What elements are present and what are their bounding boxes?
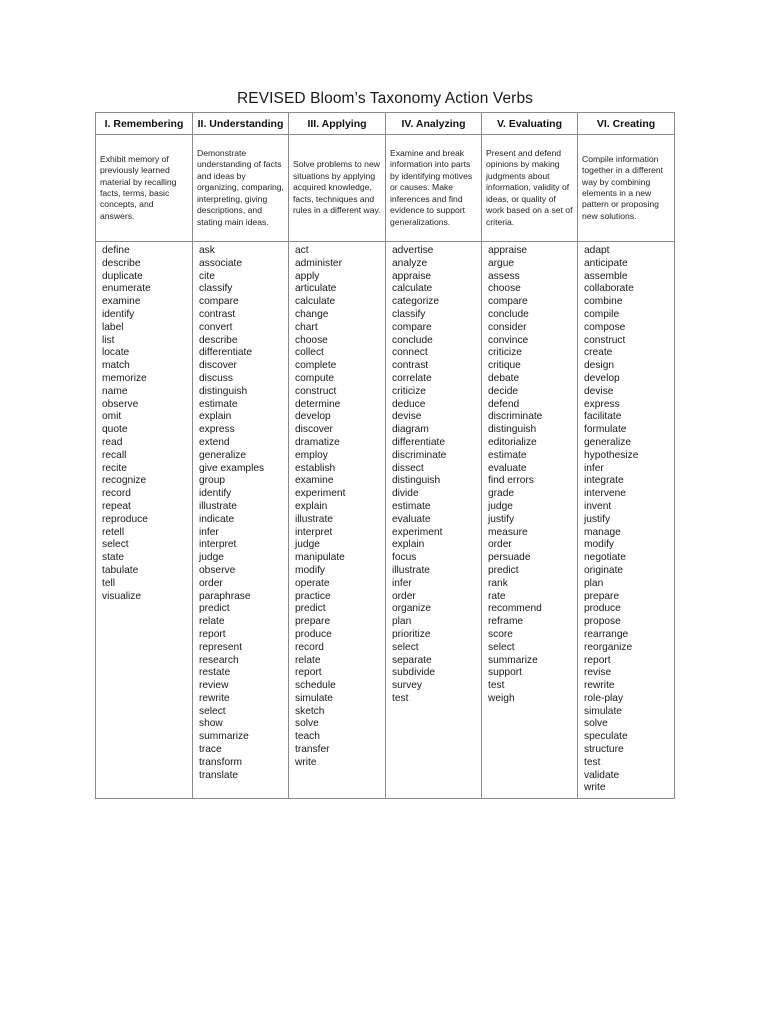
- verb-item: intervene: [584, 488, 626, 500]
- verb-item: relate: [295, 654, 321, 666]
- verb-item: indicate: [199, 513, 235, 525]
- verb-item: assemble: [584, 270, 628, 282]
- verb-item: create: [584, 347, 613, 359]
- verb-item: distinguish: [199, 385, 248, 397]
- verb-item: test: [584, 756, 601, 768]
- verb-item: evaluate: [392, 513, 431, 525]
- verb-item: read: [102, 436, 123, 448]
- verb-item: match: [102, 360, 130, 372]
- verb-item: test: [392, 692, 409, 704]
- verb-item: estimate: [392, 500, 431, 512]
- verb-item: tabulate: [102, 564, 139, 576]
- verb-item: weigh: [488, 692, 515, 704]
- verb-item: decide: [488, 385, 519, 397]
- verb-item: originate: [584, 564, 624, 576]
- verb-item: complete: [295, 360, 337, 372]
- verb-item: order: [392, 590, 416, 602]
- description-understanding: Demonstrate understanding of facts and ideas by organizing, comparing, interpreting, giving descriptions, and stating main ideas.: [193, 135, 289, 242]
- verb-item: cite: [199, 270, 215, 282]
- verb-item: modify: [295, 564, 326, 576]
- verb-item: research: [199, 654, 239, 666]
- verb-item: differentiate: [392, 436, 446, 448]
- verb-item: judge: [295, 539, 320, 551]
- verb-item: construct: [584, 334, 626, 346]
- verb-item: trace: [199, 744, 222, 756]
- description-remembering: Exhibit memory of previously learned material by recalling facts, terms, basic concepts, and answers.: [96, 135, 193, 242]
- verb-item: revise: [584, 667, 612, 679]
- verb-item: experiment: [295, 488, 346, 500]
- verb-item: collect: [295, 347, 324, 359]
- description-row: [96, 135, 675, 242]
- verb-item: review: [199, 680, 229, 692]
- verb-item: formulate: [584, 424, 627, 436]
- verb-item: critique: [488, 360, 521, 372]
- verb-item: tell: [102, 577, 116, 589]
- description-evaluating: Present and defend opinions by making judgments about information, validity of ideas, or quality of work based on a set of criteria.: [482, 135, 578, 242]
- verb-item: solve: [295, 718, 319, 730]
- verb-item: correlate: [392, 372, 432, 384]
- verbs-cell-creating: [578, 242, 675, 799]
- verb-item: validate: [584, 769, 620, 781]
- verb-item: represent: [199, 641, 243, 653]
- verb-item: rearrange: [584, 628, 629, 640]
- verb-item: construct: [295, 385, 337, 397]
- header-row: [96, 113, 675, 135]
- verb-list-understanding: [199, 245, 282, 782]
- description-analyzing: Examine and break information into parts by identifying motives or causes. Make inferences and find evidence to support generalizations.: [386, 135, 482, 242]
- verb-item: practice: [295, 590, 331, 602]
- verb-item: establish: [295, 462, 336, 474]
- verb-item: analyze: [392, 257, 428, 269]
- verb-item: role-play: [584, 692, 624, 704]
- verb-item: judge: [488, 500, 513, 512]
- verb-item: translate: [199, 769, 239, 781]
- verbs-cell-analyzing: [386, 242, 482, 799]
- verb-item: grade: [488, 488, 515, 500]
- verb-item: rewrite: [584, 680, 615, 692]
- verb-item: locate: [102, 347, 130, 359]
- verb-item: deduce: [392, 398, 426, 410]
- verb-item: select: [488, 641, 515, 653]
- verb-item: select: [102, 539, 129, 551]
- verb-item: calculate: [295, 296, 336, 308]
- verb-item: criticize: [488, 347, 522, 359]
- column-header-understanding: II. Understanding: [193, 113, 289, 135]
- verb-item: estimate: [199, 398, 238, 410]
- verb-list-evaluating: [488, 245, 571, 706]
- verb-item: choose: [488, 283, 521, 295]
- verb-item: employ: [295, 449, 328, 461]
- verb-item: write: [584, 782, 606, 794]
- verb-item: identify: [199, 488, 232, 500]
- verb-item: anticipate: [584, 257, 628, 269]
- verb-item: focus: [392, 552, 417, 564]
- verb-item: discuss: [199, 372, 233, 384]
- verb-item: develop: [584, 372, 620, 384]
- verb-list-analyzing: [392, 245, 475, 706]
- verb-item: collaborate: [584, 283, 634, 295]
- verb-item: express: [199, 424, 235, 436]
- verb-item: extend: [199, 436, 230, 448]
- verb-item: compute: [295, 372, 335, 384]
- verb-item: appraise: [392, 270, 432, 282]
- verb-item: debate: [488, 372, 520, 384]
- verb-item: invent: [584, 500, 612, 512]
- verb-item: evaluate: [488, 462, 527, 474]
- verb-item: ask: [199, 245, 215, 256]
- verb-item: illustrate: [199, 500, 237, 512]
- verb-item: report: [295, 667, 322, 679]
- verb-item: dramatize: [295, 436, 340, 448]
- verb-item: infer: [584, 462, 604, 474]
- verb-item: judge: [199, 552, 224, 564]
- verb-item: prioritize: [392, 628, 431, 640]
- verb-item: criticize: [392, 385, 426, 397]
- verb-item: devise: [584, 385, 614, 397]
- verb-item: contrast: [199, 308, 236, 320]
- taxonomy-table: [95, 112, 675, 799]
- verb-item: solve: [584, 718, 608, 730]
- verb-item: memorize: [102, 372, 147, 384]
- column-header-evaluating: V. Evaluating: [482, 113, 578, 135]
- verb-item: recall: [102, 449, 127, 461]
- verb-item: divide: [392, 488, 419, 500]
- verb-item: simulate: [584, 705, 622, 717]
- verb-item: score: [488, 628, 513, 640]
- verb-item: label: [102, 321, 124, 333]
- verb-item: rate: [488, 590, 506, 602]
- verb-item: explain: [295, 500, 328, 512]
- verbs-cell-evaluating: [482, 242, 578, 799]
- verb-item: transfer: [295, 744, 330, 756]
- verb-item: visualize: [102, 590, 142, 602]
- verb-item: connect: [392, 347, 428, 359]
- verb-item: retell: [102, 526, 125, 538]
- verb-item: classify: [392, 308, 426, 320]
- verb-item: order: [488, 539, 512, 551]
- description-applying: Solve problems to new situations by applying acquired knowledge, facts, techniques and rules in a different way.: [289, 135, 386, 242]
- verb-item: simulate: [295, 692, 333, 704]
- verb-item: list: [102, 334, 115, 346]
- verb-item: manage: [584, 526, 621, 538]
- verb-item: convert: [199, 321, 233, 333]
- verb-item: combine: [584, 296, 623, 308]
- verb-item: identify: [102, 308, 135, 320]
- verb-item: convince: [488, 334, 529, 346]
- verb-item: illustrate: [392, 564, 430, 576]
- verbs-cell-understanding: [193, 242, 289, 799]
- verb-item: produce: [584, 603, 621, 615]
- verb-item: calculate: [392, 283, 433, 295]
- verb-item: assess: [488, 270, 520, 282]
- verb-item: discover: [199, 360, 237, 372]
- verb-item: argue: [488, 257, 515, 269]
- verb-item: classify: [199, 283, 233, 295]
- verb-item: dissect: [392, 462, 424, 474]
- verb-item: articulate: [295, 283, 337, 295]
- verb-list-remembering: [102, 245, 186, 603]
- verb-item: manipulate: [295, 552, 345, 564]
- verb-item: rewrite: [199, 692, 230, 704]
- verb-item: repeat: [102, 500, 131, 512]
- verb-item: duplicate: [102, 270, 143, 282]
- verb-item: describe: [199, 334, 238, 346]
- verb-item: predict: [295, 603, 326, 615]
- verb-item: prepare: [295, 616, 331, 628]
- verb-item: survey: [392, 680, 423, 692]
- verbs-cell-applying: [289, 242, 386, 799]
- verbs-cell-remembering: [96, 242, 193, 799]
- verb-item: examine: [295, 475, 334, 487]
- verb-item: paraphrase: [199, 590, 251, 602]
- verb-item: produce: [295, 628, 332, 640]
- verb-item: facilitate: [584, 411, 622, 423]
- verb-item: order: [199, 577, 223, 589]
- verb-item: predict: [488, 564, 519, 576]
- verb-item: predict: [199, 603, 230, 615]
- verb-item: recognize: [102, 475, 147, 487]
- verb-item: support: [488, 667, 522, 679]
- verb-item: infer: [392, 577, 412, 589]
- verb-item: describe: [102, 257, 141, 269]
- verb-item: transform: [199, 756, 243, 768]
- verb-item: integrate: [584, 475, 624, 487]
- verb-item: group: [199, 475, 226, 487]
- verb-item: reframe: [488, 616, 524, 628]
- verb-item: compose: [584, 321, 626, 333]
- verb-item: chart: [295, 321, 318, 333]
- verb-item: advertise: [392, 245, 434, 256]
- verb-item: observe: [102, 398, 139, 410]
- verb-item: change: [295, 308, 329, 320]
- verb-item: conclude: [488, 308, 529, 320]
- verb-item: name: [102, 385, 128, 397]
- verb-item: justify: [488, 513, 515, 525]
- verb-item: conclude: [392, 334, 433, 346]
- verb-item: quote: [102, 424, 128, 436]
- column-header-creating: VI. Creating: [578, 113, 675, 135]
- page-title: REVISED Bloom’s Taxonomy Action Verbs: [236, 90, 534, 107]
- verb-item: choose: [295, 334, 328, 346]
- verb-item: show: [199, 718, 223, 730]
- verb-item: apply: [295, 270, 320, 282]
- verb-list-applying: [295, 245, 379, 770]
- verb-item: report: [199, 628, 226, 640]
- verb-item: interpret: [295, 526, 333, 538]
- verb-item: administer: [295, 257, 342, 269]
- description-creating: Compile information together in a different way by combining elements in a new pattern or proposing new solutions.: [578, 135, 675, 242]
- verb-item: plan: [392, 616, 412, 628]
- verb-item: generalize: [584, 436, 632, 448]
- verb-item: discriminate: [392, 449, 447, 461]
- verb-item: estimate: [488, 449, 527, 461]
- verb-item: record: [295, 641, 324, 653]
- verb-item: relate: [199, 616, 225, 628]
- verb-item: omit: [102, 411, 122, 423]
- verb-item: find errors: [488, 475, 534, 487]
- verb-item: restate: [199, 667, 231, 679]
- verb-item: illustrate: [295, 513, 333, 525]
- verb-item: write: [295, 756, 317, 768]
- verb-item: infer: [199, 526, 219, 538]
- verb-item: examine: [102, 296, 141, 308]
- verb-item: categorize: [392, 296, 440, 308]
- verb-item: distinguish: [488, 424, 537, 436]
- verb-item: organize: [392, 603, 432, 615]
- verb-item: compare: [392, 321, 432, 333]
- verb-item: compile: [584, 308, 620, 320]
- verb-item: define: [102, 245, 130, 256]
- verb-item: sketch: [295, 705, 325, 717]
- verb-item: select: [199, 705, 226, 717]
- verb-item: give examples: [199, 462, 265, 474]
- verb-item: modify: [584, 539, 615, 551]
- verb-item: adapt: [584, 245, 610, 256]
- verb-item: experiment: [392, 526, 443, 538]
- verb-item: compare: [199, 296, 239, 308]
- verb-item: test: [488, 680, 505, 692]
- verb-item: report: [584, 654, 611, 666]
- verb-item: editorialize: [488, 436, 537, 448]
- verb-item: summarize: [488, 654, 538, 666]
- verb-item: plan: [584, 577, 604, 589]
- verb-item: summarize: [199, 731, 249, 743]
- column-header-applying: III. Applying: [289, 113, 386, 135]
- verb-item: design: [584, 360, 615, 372]
- verb-item: express: [584, 398, 620, 410]
- verb-item: interpret: [199, 539, 237, 551]
- verb-item: structure: [584, 744, 624, 756]
- verb-item: prepare: [584, 590, 620, 602]
- verb-item: observe: [199, 564, 236, 576]
- verb-item: contrast: [392, 360, 429, 372]
- verb-item: explain: [392, 539, 425, 551]
- verb-item: generalize: [199, 449, 247, 461]
- verb-item: discriminate: [488, 411, 543, 423]
- verb-item: recite: [102, 462, 127, 474]
- verb-item: recommend: [488, 603, 542, 615]
- verb-item: hypothesize: [584, 449, 639, 461]
- verb-item: defend: [488, 398, 520, 410]
- verb-item: enumerate: [102, 283, 151, 295]
- verb-item: compare: [488, 296, 528, 308]
- verb-item: associate: [199, 257, 243, 269]
- verb-item: state: [102, 552, 125, 564]
- verb-item: speculate: [584, 731, 628, 743]
- column-header-remembering: I. Remembering: [96, 113, 193, 135]
- verb-item: separate: [392, 654, 432, 666]
- verb-item: discover: [295, 424, 333, 436]
- verb-item: appraise: [488, 245, 528, 256]
- verb-item: propose: [584, 616, 621, 628]
- verb-item: select: [392, 641, 419, 653]
- verb-item: devise: [392, 411, 422, 423]
- verb-list-creating: [584, 245, 668, 795]
- verb-item: develop: [295, 411, 331, 423]
- column-header-analyzing: IV. Analyzing: [386, 113, 482, 135]
- verb-item: schedule: [295, 680, 336, 692]
- verb-item: teach: [295, 731, 320, 743]
- verb-item: consider: [488, 321, 527, 333]
- verb-item: persuade: [488, 552, 531, 564]
- verb-item: distinguish: [392, 475, 441, 487]
- verb-item: record: [102, 488, 131, 500]
- verb-item: differentiate: [199, 347, 253, 359]
- verb-item: negotiate: [584, 552, 626, 564]
- verb-item: operate: [295, 577, 330, 589]
- verb-item: reorganize: [584, 641, 633, 653]
- verb-item: explain: [199, 411, 232, 423]
- verb-item: rank: [488, 577, 508, 589]
- verb-item: diagram: [392, 424, 429, 436]
- verb-item: determine: [295, 398, 341, 410]
- verbs-row: [96, 242, 675, 799]
- verb-item: reproduce: [102, 513, 148, 525]
- verb-item: justify: [584, 513, 611, 525]
- verb-item: act: [295, 245, 309, 256]
- verb-item: measure: [488, 526, 528, 538]
- verb-item: subdivide: [392, 667, 436, 679]
